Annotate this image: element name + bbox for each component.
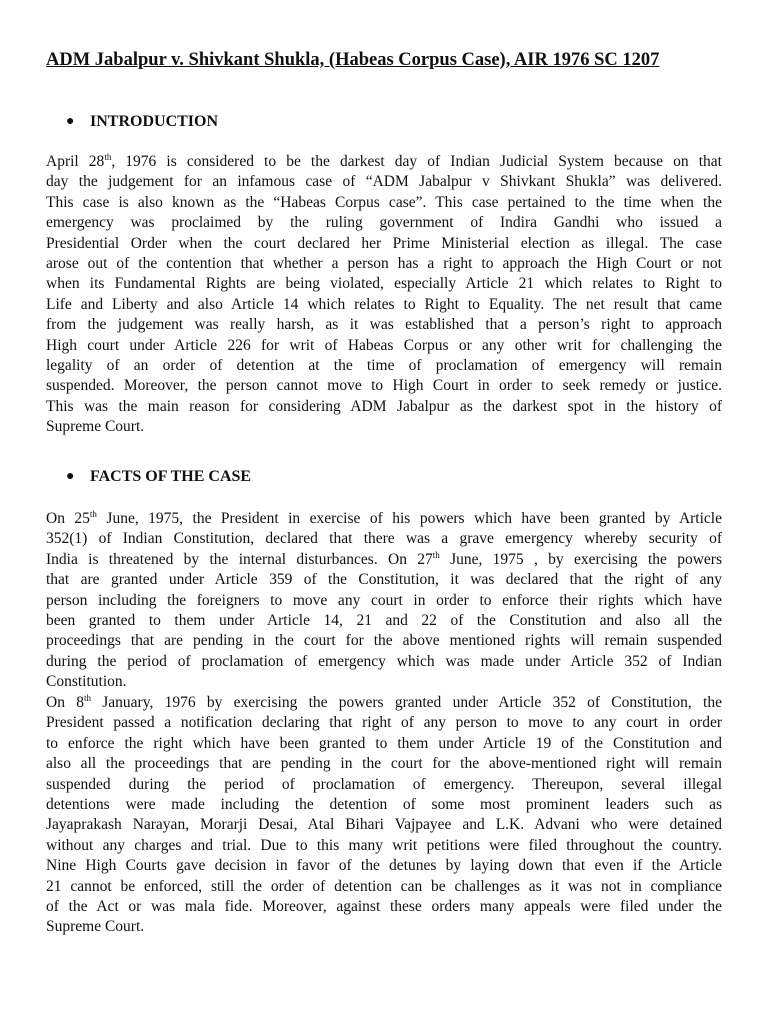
text-line: proceedings that are pending in the court for the above mentioned rights will remain suspended: [46, 632, 722, 650]
text-line: day the judgement for an infamous case of “ADM Jabalpur v Shivkant Shukla” was delivered.: [46, 173, 722, 191]
text-line: detentions were made including the detention of some most prominent leaders such as: [46, 796, 722, 814]
text-line: of the Act or was mala fide. Moreover, against these orders many appeals were filed under the: [46, 898, 722, 916]
text-segment: India is threatened by the internal disturbances. On 27: [46, 550, 433, 568]
text-line: President passed a notification declaring that right of any person to move to any court in order: [46, 714, 722, 732]
text-segment: June, 1975, the President in exercise of his powers which have been granted by Article: [96, 510, 722, 527]
text-line: person including the foreigners to move any court in order to enforce their rights which have: [46, 591, 722, 609]
text-line: from the judgement was really harsh, as it was established that a person’s right to approach: [46, 316, 722, 334]
text-line: This was the main reason for considering ADM Jabalpur as the darkest spot in the history of: [46, 397, 722, 415]
text-line: also all the proceedings that are pending in the court for the above-mentioned right will remain: [46, 755, 722, 773]
text-line: during the period of proclamation of emergency which was made under Article 352 of Indian: [46, 652, 722, 670]
bullet-icon: ●: [66, 114, 75, 129]
text-segment: On 8: [46, 694, 84, 711]
text-line: Supreme Court.: [46, 418, 145, 436]
section-heading-label: INTRODUCTION: [90, 113, 219, 130]
text-line: suspended. Moreover, the person cannot move to High Court in order to seek remedy or justice.: [46, 377, 722, 395]
text-segment: On 25: [46, 510, 90, 527]
text-segment: June, 1975 , by exercising the powers: [439, 550, 722, 568]
text-line: [46, 509, 722, 529]
document-title: ADM Jabalpur v. Shivkant Shukla, (Habeas Corpus Case), AIR 1976 SC 1207: [46, 50, 660, 70]
text-line: [46, 152, 722, 172]
text-line: been granted to them under Article 14, 21 and 22 of the Constitution and also all the: [46, 612, 722, 630]
section-heading-label: FACTS OF THE CASE: [90, 468, 252, 485]
bullet-icon: ●: [66, 469, 75, 484]
text-segment: , 1976 is considered to be the darkest day of Indian Judicial System because on that: [111, 153, 722, 170]
text-line: suspended during the period of proclamation of emergency. Thereupon, several illegal: [46, 775, 722, 793]
ordinal-superscript: th: [83, 693, 91, 703]
text-line: Life and Liberty and also Article 14 which relates to Right to Equality. The net result that came: [46, 295, 722, 313]
text-line: This case is also known as the “Habeas Corpus case”. This case pertained to the time when the: [46, 193, 722, 211]
text-line: [46, 693, 722, 713]
ordinal-superscript: th: [432, 549, 440, 560]
text-line: without any charges and trial. Due to this many writ petitions were filed throughout the country.: [46, 836, 722, 854]
text-line: 352(1) of Indian Constitution, declared that there was a grave emergency whereby security of: [46, 530, 722, 548]
text-segment: January, 1976 by exercising the powers granted under Article 352 of Constitution, the: [90, 694, 722, 711]
text-line: that are granted under Article 359 of the Constitution, it was declared that the right of any: [46, 571, 722, 589]
text-line: 21 cannot be enforced, still the order of detention can be challenges as it was not in compliance: [46, 877, 722, 895]
text-line: High court under Article 226 for writ of Habeas Corpus or any other writ for challenging the: [46, 336, 722, 354]
text-line: when its Fundamental Rights are being violated, especially Article 21 which relates to Right to: [46, 275, 722, 293]
text-line: emergency was proclaimed by the ruling government of Indira Gandhi who issued a: [46, 214, 722, 232]
text-line: Jayaprakash Narayan, Morarji Desai, Atal Bihari Vajpayee and L.K. Advani who were detained: [46, 816, 722, 834]
text-line: Supreme Court.: [46, 918, 145, 936]
text-line: arose out of the contention that whether a person has a right to approach the High Court or not: [46, 255, 722, 273]
section-heading-facts-of-the-case: [66, 466, 251, 488]
text-line: to enforce the right which have been granted to them under Article 19 of the Constitution and: [46, 734, 722, 752]
section-heading-introduction: [66, 111, 218, 133]
paragraph: [46, 693, 722, 938]
ordinal-superscript: th: [104, 152, 112, 162]
ordinal-superscript: th: [89, 509, 97, 519]
text-line: Constitution.: [46, 673, 127, 691]
text-line: [46, 550, 722, 570]
text-line: Nine High Courts gave decision in favor of the detunes by laying down that even if the Article: [46, 857, 722, 875]
text-line: legality of an order of detention at the time of proclamation of emergency will remain: [46, 357, 722, 375]
text-line: Presidential Order when the court declared her Prime Ministerial election as illegal. The case: [46, 234, 722, 252]
paragraph: [46, 509, 722, 693]
text-segment: April 28: [46, 153, 105, 170]
paragraph: [46, 152, 722, 438]
